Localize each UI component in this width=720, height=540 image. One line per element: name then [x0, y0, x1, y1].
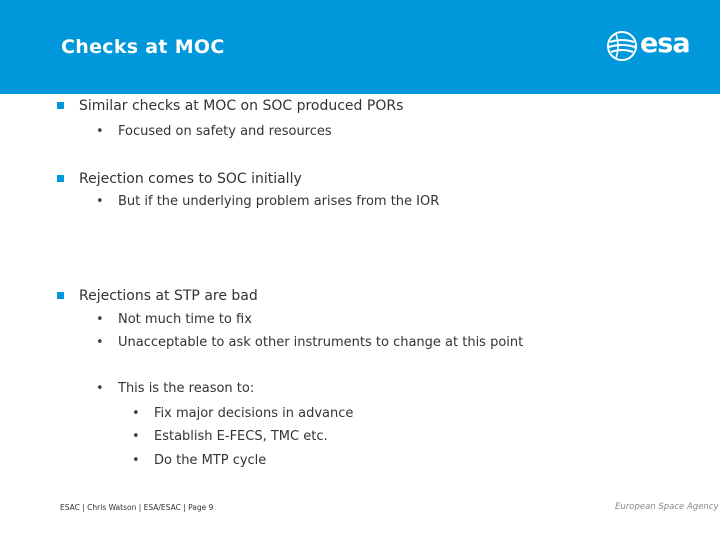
sub-bullet-item: But if the underlying problem arises from the IOR: [118, 194, 440, 209]
slide-header: [0, 0, 720, 94]
subsub-bullet-item: Do the MTP cycle: [154, 453, 267, 468]
bullet-marker: [57, 292, 64, 299]
bullet-item: Rejection comes to SOC initially: [79, 171, 302, 187]
bullet-item: Similar checks at MOC on SOC produced PORs: [79, 98, 404, 114]
sub-bullet-dot: •: [96, 194, 104, 209]
subsub-bullet-dot: •: [132, 406, 140, 421]
sub-bullet-item: Not much time to fix: [118, 312, 252, 327]
subsub-bullet-dot: •: [132, 429, 140, 444]
sub-bullet-dot: •: [96, 381, 104, 396]
sub-bullet-dot: •: [96, 124, 104, 139]
bullet-item: Rejections at STP are bad: [79, 288, 258, 304]
sub-bullet-item: Focused on safety and resources: [118, 124, 332, 139]
esa-logo: [606, 28, 704, 64]
sub-bullet-item: Unacceptable to ask other instruments to change at this point: [118, 335, 524, 350]
bullet-marker: [57, 175, 64, 182]
footer-text: ESAC | Chris Watson | ESA/ESAC | Page 9: [60, 503, 214, 512]
subsub-bullet-item: Fix major decisions in advance: [154, 406, 354, 421]
esa-logo-text: esa: [640, 28, 690, 59]
subsub-bullet-dot: •: [132, 453, 140, 468]
bullet-marker: [57, 102, 64, 109]
esa-globe-icon: [606, 28, 640, 64]
slide-title: Checks at MOC: [61, 36, 225, 58]
footer-agency-name: European Space Agency: [615, 502, 719, 512]
sub-bullet-dot: •: [96, 335, 104, 350]
sub-bullet-dot: •: [96, 312, 104, 327]
sub-bullet-item: This is the reason to:: [118, 381, 255, 396]
subsub-bullet-item: Establish E-FECS, TMC etc.: [154, 429, 328, 444]
